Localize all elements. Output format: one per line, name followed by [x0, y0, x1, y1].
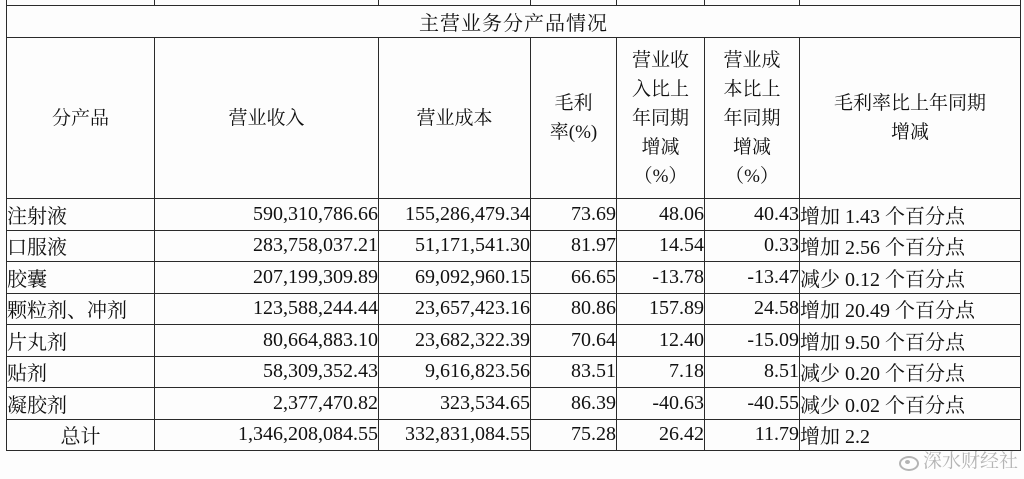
cell-gross-margin: 66.65 — [531, 262, 617, 294]
cell-product: 贴剂 — [7, 356, 155, 388]
cell-product: 胶囊 — [7, 262, 155, 294]
cell-total-cost: 332,831,084.55 — [379, 419, 531, 451]
header-cost: 营业成本 — [379, 38, 531, 199]
cell-cost: 69,092,960.15 — [379, 262, 531, 294]
cell-revenue: 123,588,244.44 — [155, 293, 379, 325]
cell-revenue: 283,758,037.21 — [155, 230, 379, 262]
cell-product: 口服液 — [7, 230, 155, 262]
header-margin-yoy: 毛利率比上年同期 增减 — [800, 38, 1021, 199]
cell-revenue: 207,199,309.89 — [155, 262, 379, 294]
table-row — [7, 199, 1021, 231]
cell-revenue-yoy: 12.40 — [617, 325, 705, 357]
cell-gross-margin: 86.39 — [531, 388, 617, 420]
cell-gross-margin: 80.86 — [531, 293, 617, 325]
table-row — [7, 388, 1021, 420]
table-row — [7, 230, 1021, 262]
table-title-row — [7, 6, 1021, 38]
cell-gross-margin: 73.69 — [531, 199, 617, 231]
table-row — [7, 356, 1021, 388]
header-product: 分产品 — [7, 38, 155, 199]
cell-cost: 23,682,322.39 — [379, 325, 531, 357]
table-row — [7, 293, 1021, 325]
cell-revenue: 2,377,470.82 — [155, 388, 379, 420]
cell-margin-change: 减少 0.12 个百分点 — [800, 262, 1021, 294]
cell-product: 片丸剂 — [7, 325, 155, 357]
cell-revenue: 80,664,883.10 — [155, 325, 379, 357]
cell-margin-change: 减少 0.20 个百分点 — [800, 356, 1021, 388]
cell-cost: 51,171,541.30 — [379, 230, 531, 262]
section-title: 主营业务分产品情况 — [7, 6, 1021, 38]
watermark-text: 深水财经社 — [922, 450, 1018, 472]
cell-cost-yoy: -40.55 — [705, 388, 800, 420]
cell-product: 颗粒剂、冲剂 — [7, 293, 155, 325]
cell-cost: 155,286,479.34 — [379, 199, 531, 231]
cell-total-cost-yoy: 11.79 — [705, 419, 800, 451]
watermark — [897, 446, 1018, 473]
cell-total-margin-change: 增加 2.2 — [800, 419, 1021, 451]
cell-revenue-yoy: 14.54 — [617, 230, 705, 262]
table-row — [7, 262, 1021, 294]
cell-cost-yoy: 0.33 — [705, 230, 800, 262]
cell-margin-change: 增加 2.56 个百分点 — [800, 230, 1021, 262]
cell-total-revenue-yoy: 26.42 — [617, 419, 705, 451]
cell-product: 注射液 — [7, 199, 155, 231]
cell-margin-change: 增加 20.49 个百分点 — [800, 293, 1021, 325]
cell-cost-yoy: -13.47 — [705, 262, 800, 294]
cell-gross-margin: 70.64 — [531, 325, 617, 357]
product-revenue-table — [6, 0, 1021, 451]
cell-cost: 23,657,423.16 — [379, 293, 531, 325]
cell-revenue-yoy: -40.63 — [617, 388, 705, 420]
cell-cost: 323,534.65 — [379, 388, 531, 420]
cell-cost-yoy: 24.58 — [705, 293, 800, 325]
cell-revenue: 58,309,352.43 — [155, 356, 379, 388]
cell-total-label: 总计 — [7, 419, 155, 451]
cell-cost-yoy: 40.43 — [705, 199, 800, 231]
cell-gross-margin: 83.51 — [531, 356, 617, 388]
cell-revenue: 590,310,786.66 — [155, 199, 379, 231]
header-row — [7, 38, 1021, 199]
header-revenue-yoy: 营业收 入比上 年同期 增减 （%） — [617, 38, 705, 199]
weibo-icon — [897, 451, 919, 469]
cell-cost-yoy: 8.51 — [705, 356, 800, 388]
header-revenue: 营业收入 — [155, 38, 379, 199]
cell-cost-yoy: -15.09 — [705, 325, 800, 357]
cell-revenue-yoy: 7.18 — [617, 356, 705, 388]
cell-total-revenue: 1,346,208,084.55 — [155, 419, 379, 451]
header-cost-yoy: 营业成 本比上 年同期 增减 （%） — [705, 38, 800, 199]
cell-revenue-yoy: 48.06 — [617, 199, 705, 231]
cell-margin-change: 减少 0.02 个百分点 — [800, 388, 1021, 420]
cell-cost: 9,616,823.56 — [379, 356, 531, 388]
cell-margin-change: 增加 9.50 个百分点 — [800, 325, 1021, 357]
table-row — [7, 325, 1021, 357]
header-gross-margin: 毛利 率(%) — [531, 38, 617, 199]
cell-total-gross-margin: 75.28 — [531, 419, 617, 451]
cell-revenue-yoy: 157.89 — [617, 293, 705, 325]
cell-gross-margin: 81.97 — [531, 230, 617, 262]
cell-revenue-yoy: -13.78 — [617, 262, 705, 294]
cell-margin-change: 增加 1.43 个百分点 — [800, 199, 1021, 231]
total-row — [7, 419, 1021, 451]
cell-product: 凝胶剂 — [7, 388, 155, 420]
